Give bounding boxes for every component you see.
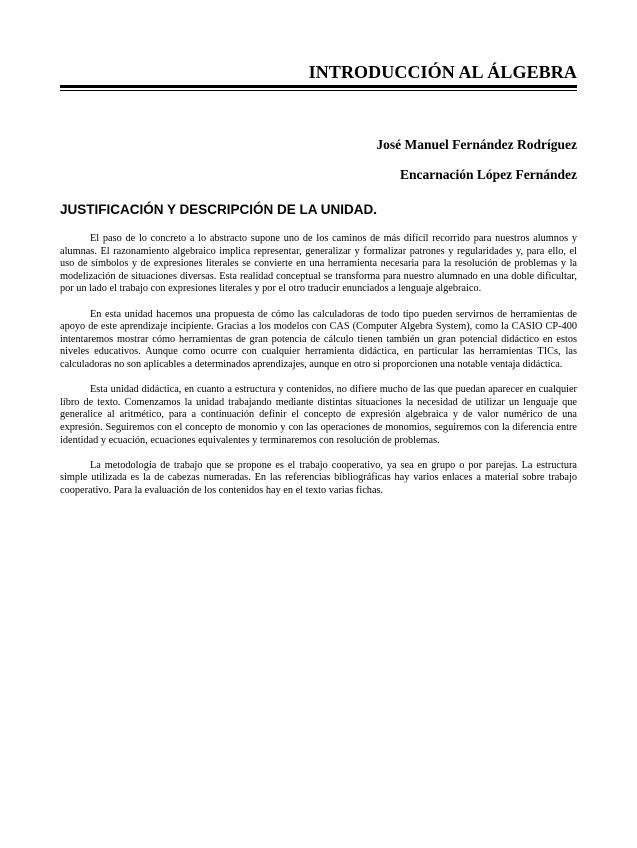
page-title: INTRODUCCIÓN AL ÁLGEBRA: [308, 62, 577, 82]
section-heading: JUSTIFICACIÓN Y DESCRIPCIÓN DE LA UNIDAD.: [60, 202, 378, 217]
author-name-2: Encarnación López Fernández: [400, 167, 577, 182]
paragraph: Esta unidad didáctica, en cuanto a estructura y contenidos, no difiere mucho de las que puedan aparecer en cualquier libro de texto. Comenzamos la unidad trabajando mediante distintas situaciones la necesidad de utilizar un lenguaje que generalice al aritmético, para a continuación definir el concepto de expresión algebraica y de valor numérico de una expresión. Seguiremos con el concepto de monomio y con las operaciones de monomios, seguiremos con la diferencia entre identidad y ecuación, ecuaciones equivalentes y terminaremos con resolución de problemas.: [60, 384, 577, 446]
title-rule-thick: [60, 85, 577, 88]
paragraph: En esta unidad hacemos una propuesta de cómo las calculadoras de todo tipo pueden servirnos de herramientas de apoyo de este aprendizaje incipiente. Gracias a los modelos con CAS (Computer Algebra System), como la CASIO CP-400 intentaremos mostrar cómo herramientas de gran potencia de cálculo tienen también un gran potencial didáctico en estos niveles educativos. Aunque como ocurre con cualquier herramienta didáctica, en particular las herramientas TICs, las calculadoras no son aplicables a determinados aprendizajes, aunque en otro si proporcionen una notable ventaja didáctica.: [60, 308, 577, 370]
title-rule-thin: [60, 90, 577, 91]
paragraph: La metodología de trabajo que se propone es el trabajo cooperativo, ya sea en grupo o por parejas. La estructura simple utilizada es la de cabezas numeradas. En las referencias bibliográficas hay varios enlaces a material sobre trabajo cooperativo. Para la evaluación de los contenidos hay en el texto varias fichas.: [60, 459, 577, 496]
body-text: [60, 233, 577, 510]
author-name-1: José Manuel Fernández Rodríguez: [376, 137, 577, 152]
paragraph: El paso de lo concreto a lo abstracto supone uno de los caminos de más difícil recorrido para nuestros alumnos y alumnas. El razonamiento algebraico implica representar, generalizar y formalizar patrones y regularidades y, para ello, el uso de símbolos y de expresiones literales se convierte en una herramienta necesaria para la resolución de problemas y la modelización de situaciones diversas. Esta realidad conceptual se transforma para nuestro alumnado en una doble dificultar, por un lado el trabajo con expresiones literales y por el otro traducir enunciados a lenguaje algebraico.: [60, 233, 577, 295]
